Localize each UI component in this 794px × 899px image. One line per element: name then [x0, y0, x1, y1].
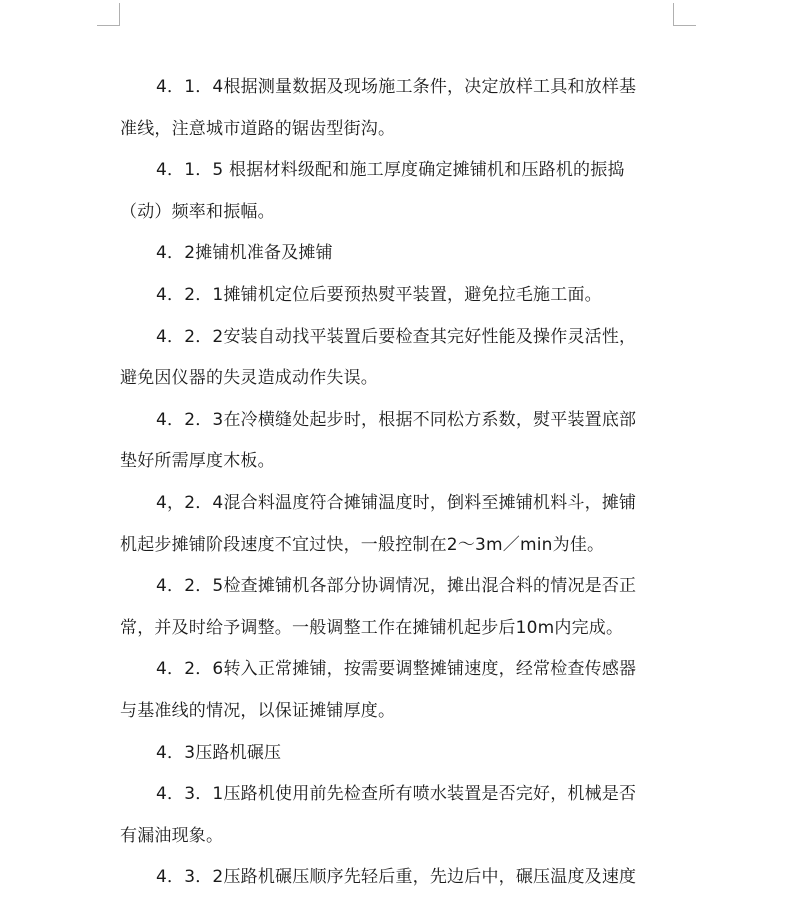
paragraph-4-1-5: 4．1．5 根据材料级配和施工厚度确定摊铺机和压路机的振捣 （动）频率和振幅。	[120, 160, 625, 222]
margin-corner-top-left	[97, 3, 120, 26]
paragraph-4-2-4: 4，2．4混合料温度符合摊铺温度时，倒料至摊铺机料斗，摊铺 机起步摊铺阶段速度不宜过快，一般控制在2～3m／min为佳。	[120, 492, 637, 555]
document-body[interactable]	[120, 67, 676, 899]
paragraph-4-2-1: 4．2．1摊铺机定位后要预热熨平装置，避免拉毛施工面。	[156, 284, 602, 305]
paragraph-4-2-2: 4．2．2安装自动找平装置后要检查其完好性能及操作灵活性， 避免因仪器的失灵造成动作失误。	[120, 326, 637, 389]
paragraph-4-2-3: 4．2．3在冷横缝处起步时，根据不同松方系数，熨平装置底部 垫好所需厚度木板。	[120, 409, 637, 472]
paragraph-4-2-6: 4．2．6转入正常摊铺，按需要调整摊铺速度，经常检查传感器 与基准线的情况，以保证摊铺厚度。	[120, 659, 637, 721]
paragraph-4-3-2: 4．3．2压路机碾压顺序先轻后重，先边后中，碾压温度及速度	[156, 867, 637, 888]
section-heading-4-2: 4．2摊铺机准备及摊铺	[156, 243, 333, 264]
section-heading-4-3: 4．3压路机碾压	[156, 742, 282, 763]
paragraph-4-1-4: 4．1．4根据测量数据及现场施工条件，决定放样工具和放样基 准线，注意城市道路的锯齿型街沟。	[120, 77, 637, 139]
paragraph-4-3-1: 4．3．1压路机使用前先检查所有喷水装置是否完好，机械是否 有漏油现象。	[120, 784, 637, 846]
paragraph-4-2-5: 4．2．5检查摊铺机各部分协调情况，摊出混合料的情况是否正 常，并及时给予调整。一般调整工作在摊铺机起步后10m内完成。	[120, 576, 637, 638]
margin-corner-top-right	[673, 3, 696, 26]
